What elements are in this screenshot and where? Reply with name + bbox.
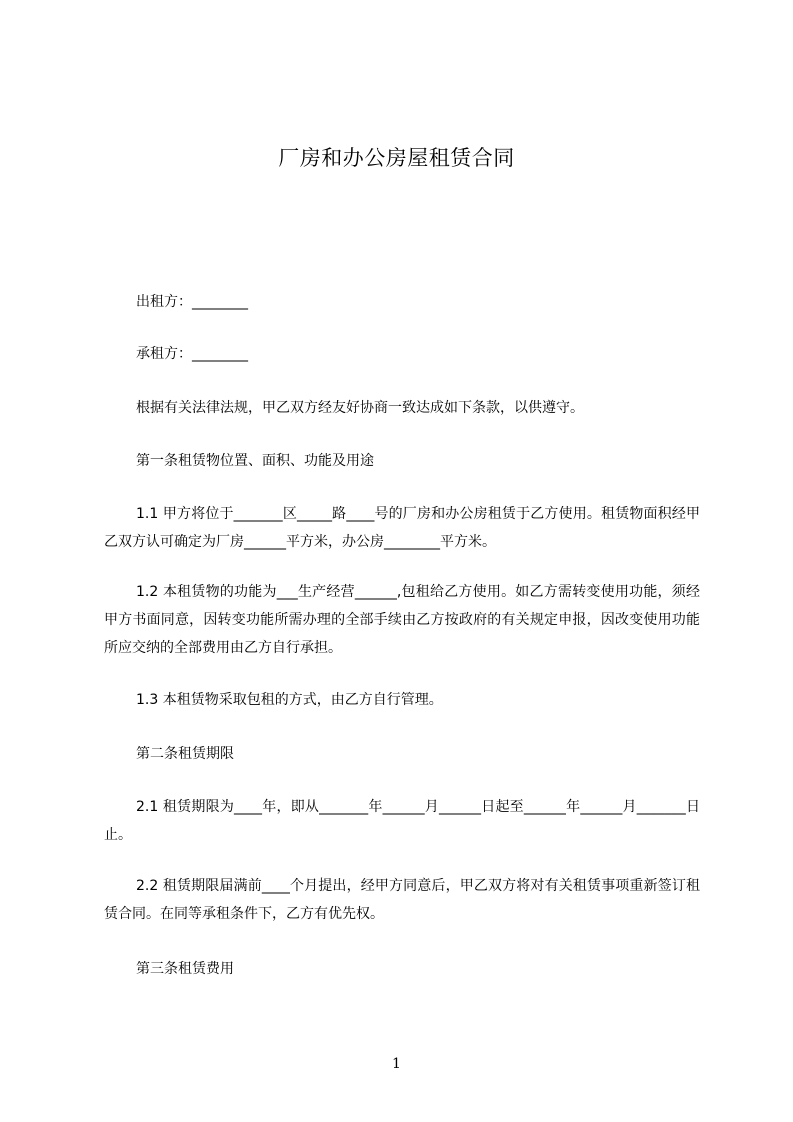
article-3-heading: 第三条租赁费用	[136, 961, 234, 977]
lessor-line: 出租方：________	[136, 294, 248, 310]
clause-2-1: 2.1 租赁期限为____年，即从_______年______月______日起至______年______月_______日止。	[104, 799, 700, 843]
article-2-heading: 第二条租赁期限	[136, 746, 234, 762]
intro-paragraph: 根据有关法律法规，甲乙双方经友好协商一致达成如下条款，以供遵守。	[136, 400, 584, 416]
lessee-line: 承租方：________	[136, 346, 248, 362]
clause-1-1: 1.1 甲方将位于_______区_____路____号的厂房和办公房租赁于乙方使用。租赁物面积经甲乙双方认可确定为厂房______平方米，办公房________平方米。	[104, 506, 700, 550]
clause-1-2: 1.2 本租赁物的功能为___生产经营______,包租给乙方使用。如乙方需转变使用功能，须经甲方书面同意，因转变功能所需办理的全部手续由乙方按政府的有关规定申报，因改变使用功能所应交纳的全部费用由乙方自行承担。	[104, 584, 700, 656]
document-title: 厂房和办公房屋租赁合同	[278, 146, 515, 170]
page-number: 1	[392, 1056, 401, 1072]
clause-1-3: 1.3 本租赁物采取包租的方式，由乙方自行管理。	[136, 692, 443, 708]
article-1-heading: 第一条租赁物位置、面积、功能及用途	[136, 453, 374, 469]
clause-2-2: 2.2 租赁期限届满前____个月提出，经甲方同意后，甲乙双方将对有关租赁事项重新签订租赁合同。在同等承租条件下，乙方有优先权。	[104, 878, 700, 922]
